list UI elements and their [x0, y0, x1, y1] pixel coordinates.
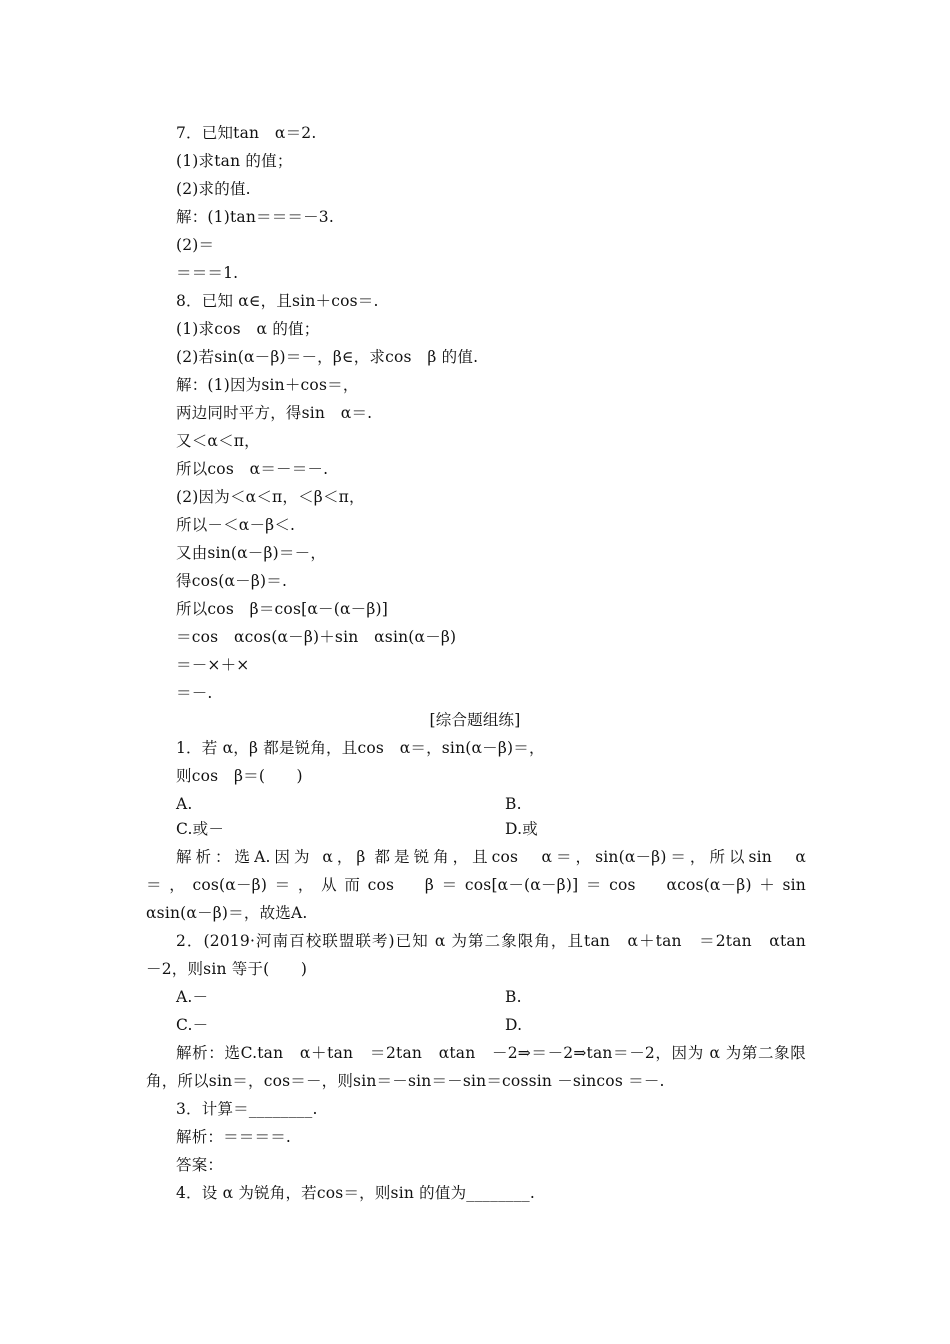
option-a: A. — [176, 795, 193, 813]
text-line: 所以－＜α－β＜. — [176, 516, 296, 534]
solution-line: 解析：选A.因为 α，β 都是锐角，且cos α＝，sin(α－β)＝，所以sin α — [176, 848, 806, 866]
text-line: ＝－×＋× — [176, 656, 250, 674]
text-line: (2)若sin(α－β)＝－，β∈，求cos β 的值. — [176, 348, 479, 366]
text-line: 两边同时平方，得sin α＝. — [176, 404, 373, 422]
option-a: A.－ — [176, 988, 209, 1006]
text-line: (2)求的值. — [176, 180, 251, 198]
text-line: (2)因为＜α＜π，＜β＜π， — [176, 488, 365, 506]
text-line: ＝－. — [176, 684, 213, 702]
section-title: [综合题组练] — [429, 711, 521, 729]
question-4-stem: 4．设 α 为锐角，若cos＝，则sin 的值为________. — [176, 1184, 535, 1202]
text-line: 所以cos α＝－＝－. — [176, 460, 329, 478]
text-line: (2)＝ — [176, 236, 215, 254]
solution-line: αsin(α－β)＝，故选A. — [146, 904, 308, 922]
question-2-stem: 2．(2019·河南百校联盟联考)已知 α 为第二象限角，且tan α＋tan ＝2tan αtan — [176, 932, 806, 950]
option-d: D.或 — [505, 820, 538, 838]
text-line: ＝cos αcos(α－β)＋sin αsin(α－β) — [176, 628, 457, 646]
solution-line: 角，所以sin＝，cos＝－，则sin＝－sin＝－sin＝cossin －sincos ＝－. — [146, 1072, 665, 1090]
text-line: 又由sin(α－β)＝－， — [176, 544, 327, 562]
text-line: (1)求cos α 的值； — [176, 320, 320, 338]
option-b: B. — [505, 988, 522, 1006]
question-1-stem: 1．若 α，β 都是锐角，且cos α＝，sin(α－β)＝， — [176, 739, 545, 757]
solution-line: ＝，cos(α－β)＝，从而cos β＝cos[α－(α－β)]＝cos αcos(α－β)＋sin — [146, 876, 806, 894]
text-line: 所以cos β＝cos[α－(α－β)] — [176, 600, 388, 618]
text-line: 解：(1)tan＝＝＝－3. — [176, 208, 334, 226]
option-b: B. — [505, 795, 522, 813]
text-line: 又＜α＜π， — [176, 432, 260, 450]
option-c: C.或－ — [176, 820, 225, 838]
problem-7-title: 7．已知tan α＝2. — [176, 124, 317, 142]
option-d: D. — [505, 1016, 523, 1034]
solution-line: 解析：＝＝＝＝. — [176, 1128, 292, 1146]
question-2-stem: －2，则sin 等于( ) — [146, 960, 308, 978]
text-line: 得cos(α－β)＝. — [176, 572, 288, 590]
question-3-stem: 3．计算＝________. — [176, 1100, 318, 1118]
solution-line: 解析：选C.tan α＋tan ＝2tan αtan －2⇒＝－2⇒tan＝－2，因为 α 为第二象限 — [176, 1044, 806, 1062]
question-1-ask: 则cos β＝( ) — [176, 767, 303, 785]
answer-line: 答案： — [176, 1156, 224, 1174]
option-c: C.－ — [176, 1016, 209, 1034]
text-line: ＝＝＝1. — [176, 264, 239, 282]
text-line: (1)求tan 的值； — [176, 152, 293, 170]
text-line: 解：(1)因为sin＋cos＝， — [176, 376, 359, 394]
problem-8-title: 8．已知 α∈，且sin＋cos＝. — [176, 292, 379, 310]
